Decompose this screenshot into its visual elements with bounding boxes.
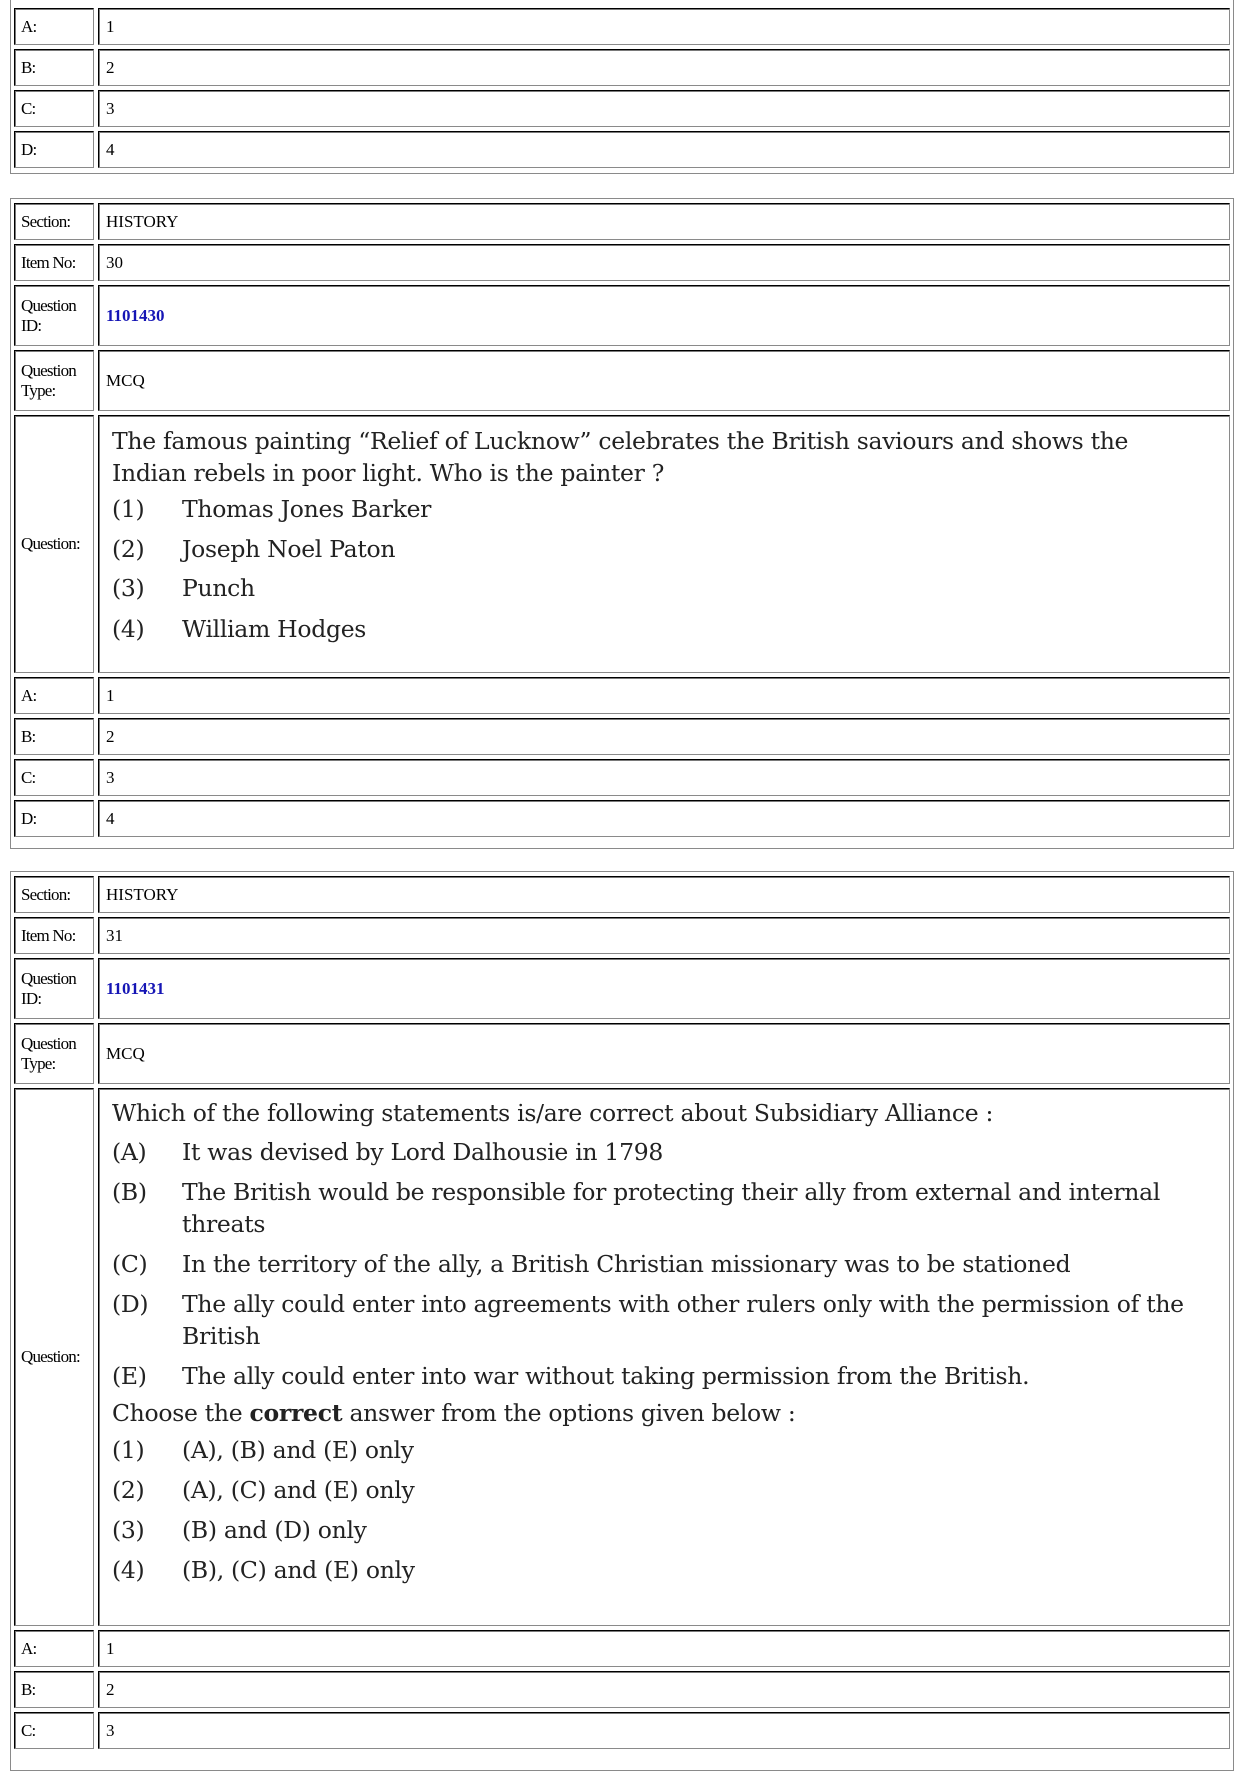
choice-text: (A), (C) and (E) only [182, 1476, 415, 1504]
item-no-label: Item No: [14, 244, 94, 281]
question-block-31 [10, 871, 1234, 1771]
question-type-label: Question Type: [14, 350, 94, 411]
statement-letter: (E) [112, 1362, 147, 1390]
option-row-c [14, 90, 1230, 127]
section-label: Section: [14, 876, 94, 913]
choice-text: (B), (C) and (E) only [182, 1556, 415, 1584]
option-value: 2 [98, 1671, 1230, 1708]
option-label: A: [14, 677, 94, 714]
question-type-row [14, 350, 1230, 411]
choose-bold: correct [249, 1399, 343, 1427]
option-row-a [14, 677, 1230, 714]
option-label: A: [14, 1630, 94, 1667]
choice-text: Joseph Noel Paton [182, 535, 396, 563]
question-text [112, 1098, 1219, 1618]
option-label: C: [14, 759, 94, 796]
statement-letter: (A) [112, 1138, 147, 1166]
option-value: 2 [98, 718, 1230, 755]
option-row-b [14, 49, 1230, 86]
option-row-d [14, 800, 1230, 837]
option-value: 4 [98, 131, 1230, 168]
question-stem-line: The famous painting “Relief of Lucknow” celebrates the British saviours and shows the [112, 427, 1129, 455]
item-no-label: Item No: [14, 917, 94, 954]
question-label: Question: [14, 415, 94, 673]
question-type-value: MCQ [98, 1023, 1230, 1084]
section-value: HISTORY [98, 876, 1230, 913]
choose-suffix: answer from the options given below : [342, 1399, 796, 1427]
option-row-c [14, 759, 1230, 796]
choice-number: (4) [112, 615, 145, 643]
question-id-label: Question ID: [14, 958, 94, 1019]
option-value: 2 [98, 49, 1230, 86]
question-id-label: Question ID: [14, 285, 94, 346]
question-id: 1101430 [106, 305, 165, 325]
option-value: 1 [98, 1630, 1230, 1667]
statement-letter: (D) [112, 1290, 149, 1318]
option-row-a [14, 8, 1230, 45]
question-label: Question: [14, 1088, 94, 1626]
option-label: B: [14, 718, 94, 755]
question-type-value: MCQ [98, 350, 1230, 411]
option-row-b [14, 1671, 1230, 1708]
option-row-d [14, 131, 1230, 168]
option-label: C: [14, 1712, 94, 1749]
item-no-row [14, 244, 1230, 281]
statement-text: In the territory of the ally, a British Christian missionary was to be stationed [182, 1250, 1071, 1278]
question-text [112, 426, 1219, 666]
section-row [14, 876, 1230, 913]
statement-text: The ally could enter into war without taking permission from the British. [182, 1362, 1030, 1390]
section-value: HISTORY [98, 203, 1230, 240]
option-row-c [14, 1712, 1230, 1749]
choice-number: (4) [112, 1556, 145, 1584]
choice-text: Punch [182, 574, 255, 602]
option-value: 1 [98, 8, 1230, 45]
option-label: A: [14, 8, 94, 45]
choice-number: (2) [112, 535, 145, 563]
question-type-label: Question Type: [14, 1023, 94, 1084]
question-block-30 [10, 198, 1234, 849]
option-row-a [14, 1630, 1230, 1667]
option-value: 1 [98, 677, 1230, 714]
choice-number: (3) [112, 574, 145, 602]
section-label: Section: [14, 203, 94, 240]
choice-number: (1) [112, 1436, 145, 1464]
option-label: C: [14, 90, 94, 127]
option-value: 3 [98, 759, 1230, 796]
option-label: D: [14, 131, 94, 168]
question-id-row [14, 285, 1230, 346]
question-block-29 [10, 0, 1234, 174]
choose-prefix: Choose the [112, 1399, 250, 1427]
item-no-value: 31 [98, 917, 1230, 954]
option-value: 3 [98, 1712, 1230, 1749]
question-stem: Which of the following statements is/are correct about Subsidiary Alliance : [112, 1099, 994, 1127]
choose-instruction [112, 1398, 1219, 1428]
choice-number: (3) [112, 1516, 145, 1544]
item-no-value: 30 [98, 244, 1230, 281]
choice-text: Thomas Jones Barker [182, 495, 432, 523]
choice-number: (1) [112, 495, 145, 523]
statement-letter: (C) [112, 1250, 148, 1278]
option-value: 4 [98, 800, 1230, 837]
question-stem-line: Indian rebels in poor light. Who is the painter ? [112, 459, 665, 487]
statement-text: The ally could enter into agreements with other rulers only with the permission of the British [182, 1290, 1184, 1350]
statement-letter: (B) [112, 1178, 147, 1206]
section-row [14, 203, 1230, 240]
question-id: 1101431 [106, 978, 165, 998]
question-type-row [14, 1023, 1230, 1084]
option-row-b [14, 718, 1230, 755]
item-no-row [14, 917, 1230, 954]
option-label: B: [14, 49, 94, 86]
option-value: 3 [98, 90, 1230, 127]
choice-text: (B) and (D) only [182, 1516, 367, 1544]
statement-text: The British would be responsible for protecting their ally from external and internal threats [182, 1178, 1161, 1238]
choice-text: (A), (B) and (E) only [182, 1436, 414, 1464]
option-label: D: [14, 800, 94, 837]
option-label: B: [14, 1671, 94, 1708]
choice-number: (2) [112, 1476, 145, 1504]
choice-text: William Hodges [182, 615, 367, 643]
question-id-row [14, 958, 1230, 1019]
question-id-value [98, 958, 1230, 1019]
question-id-value [98, 285, 1230, 346]
statement-text: It was devised by Lord Dalhousie in 1798 [182, 1138, 664, 1166]
